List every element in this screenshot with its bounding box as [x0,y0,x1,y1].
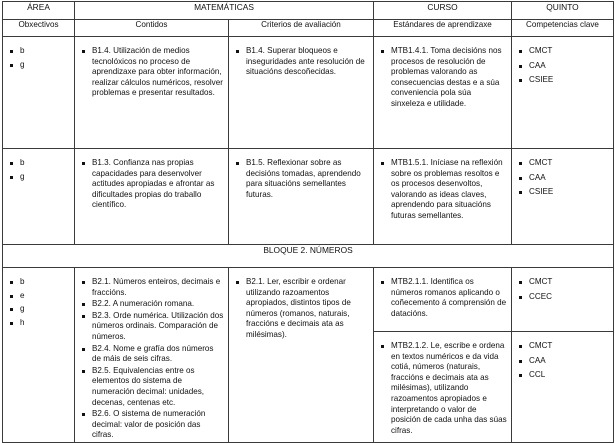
competences-cell [512,149,614,245]
objective-item: g [3,304,74,315]
competence-item: CCEC [512,292,613,303]
competences-cell [512,37,614,149]
col-header-contents: Contidos [75,20,229,37]
objective-item: h [3,318,74,329]
criterion-item: B1.5. Reflexionar sobre as decisións tomadas, aprendendo para situacións semellantes futuras. [229,158,373,200]
content-item: B2.4. Nome e grafía dos números de máis de seis cifras. [75,344,228,365]
col-header-objectives: Obxectivos [3,20,75,37]
contents-cell [75,268,229,443]
content-item: B2.5. Equivalencias entre os elementos do sistema de numeración decimal: unidades, decenas, centenas etc. [75,366,228,408]
competence-item: CMCT [512,158,613,169]
area-label: ÁREA [3,2,75,20]
criteria-cell [229,37,374,149]
block-title: BLOQUE 2. NÚMEROS [3,245,614,268]
criteria-cell [229,149,374,245]
header-row [3,2,614,20]
standard-item: MTB1.5.1. Iníciase na reflexión sobre os problemas resoltos e os procesos desenvoltos, valorando as ideas claves, aprendendo para situacións futuras semellantes. [374,158,511,222]
competence-item: CAA [512,173,613,184]
objective-item: g [3,172,74,183]
objective-item: g [3,60,74,71]
table-row [3,268,614,332]
subject-title: MATEMÁTICAS [75,2,374,20]
objectives-cell [3,37,75,149]
competence-item: CSIEE [512,187,613,198]
col-header-criteria: Criterios de avaliación [229,20,374,37]
competence-item: CAA [512,356,613,367]
standards-cell [374,332,512,443]
course-label: CURSO [374,2,512,20]
standards-cell [374,268,512,332]
competences-cell [512,332,614,443]
competence-item: CAA [512,61,613,72]
table-row [3,37,614,149]
content-item: B1.4. Utilización de medios tecnolóxicos no proceso de aprendizaxe para obter información, realizar cálculos numéricos, resolver problemas e presentar resultados. [75,46,228,99]
col-header-competences: Competencias clave [512,20,614,37]
criterion-item: B1.4. Superar bloqueos e inseguridades ante resolución de situacións descoñecidas. [229,46,373,78]
content-item: B2.3. Orde numérica. Utilización dos números ordinais. Comparación de números. [75,311,228,343]
competence-item: CMCT [512,277,613,288]
standards-cell [374,149,512,245]
column-header-row [3,20,614,37]
content-item: B2.2. A numeración romana. [75,299,228,310]
objective-item: b [3,46,74,57]
standard-item: MTB2.1.1. Identifica os números romanos aplicando o coñecemento á comprensión de datacións. [374,277,511,319]
objective-item: b [3,277,74,288]
criterion-item: B2.1. Ler, escribir e ordenar utilizando razoamentos apropiados, distintos tipos de números (romanos, naturais, fraccións e decimais ata as milésimas). [229,277,373,341]
objective-item: e [3,291,74,302]
objective-item: b [3,158,74,169]
standard-item: MTB1.4.1. Toma decisións nos procesos de resolución de problemas valorando as consecuencias destas e a súa conveniencia pola súa sinxeleza e utilidade. [374,46,511,110]
competence-item: CSIEE [512,75,613,86]
block-title-row [3,245,614,268]
competence-item: CMCT [512,341,613,352]
course-value: QUINTO [512,2,614,20]
standard-item: MTB2.1.2. Le, escribe e ordena en textos numéricos e da vida cotiá, números (naturais, fraccións e decimais ata as milésimas), utilizando razoamentos apropiados e interpretando o valor de posición de cada unha das súas cifras. [374,341,511,436]
criteria-cell [229,268,374,443]
col-header-standards: Estándares de aprendizaxe [374,20,512,37]
objectives-cell [3,149,75,245]
objectives-cell [3,268,75,443]
content-item: B2.6. O sistema de numeración decimal: valor de posición das cifras. [75,409,228,441]
competence-item: CMCT [512,46,613,57]
contents-cell [75,37,229,149]
competences-cell [512,268,614,332]
content-item: B2.1. Números enteiros, decimais e fraccións. [75,277,228,298]
standards-cell [374,37,512,149]
curriculum-table [2,1,614,443]
table-row [3,149,614,245]
competence-item: CCL [512,370,613,381]
contents-cell [75,149,229,245]
content-item: B1.3. Confianza nas propias capacidades para desenvolver actitudes apropiadas e afrontar as dificultades propias do traballo científico. [75,158,228,211]
